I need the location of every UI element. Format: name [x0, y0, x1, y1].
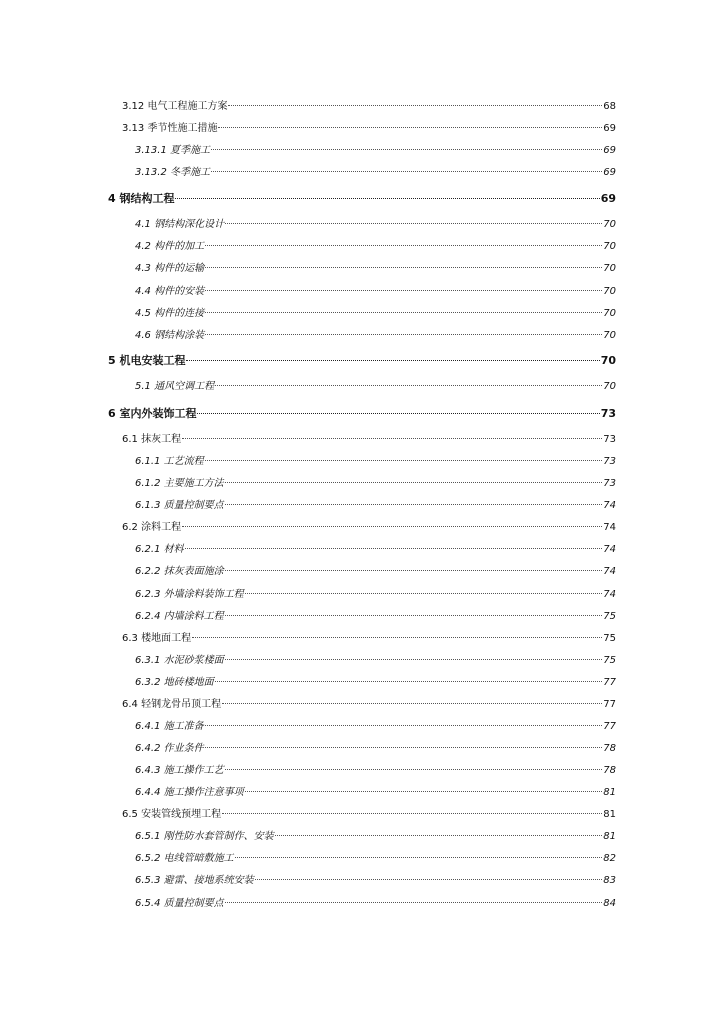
toc-leader-dots	[225, 659, 603, 660]
toc-entry-page: 69	[603, 123, 616, 134]
toc-entry-page: 69	[600, 192, 616, 205]
toc-entry-page: 70	[603, 241, 616, 252]
toc-entry-title: 5 机电安装工程	[108, 354, 186, 367]
toc-entry-title: 6.1 抹灰工程	[122, 434, 182, 445]
toc-entry-title: 6.2 涂料工程	[122, 522, 182, 533]
toc-entry[interactable]	[135, 284, 616, 300]
toc-entry-page: 70	[600, 354, 616, 367]
toc-leader-dots	[245, 791, 603, 792]
toc-leader-dots	[228, 105, 602, 106]
toc-entry-page: 73	[603, 478, 616, 489]
toc-entry-title: 6.1.2 主要施工方法	[135, 478, 224, 489]
toc-leader-dots	[205, 312, 602, 313]
toc-entry-title: 4.5 构件的连接	[135, 308, 205, 319]
toc-entry-title: 6.5 安装管线预埋工程	[122, 809, 222, 820]
toc-entry-title: 6.2.3 外墙涂料装饰工程	[135, 589, 244, 600]
toc-entry-title: 4.1 钢结构深化设计	[135, 219, 225, 230]
toc-entry[interactable]	[135, 675, 616, 691]
toc-entry-page: 70	[603, 381, 616, 392]
toc-entry-title: 3.13.2 冬季施工	[135, 167, 210, 178]
toc-entry-page: 75	[603, 655, 616, 666]
toc-entry-title: 6.4.2 作业条件	[135, 743, 204, 754]
toc-entry-title: 6.1.3 质量控制要点	[135, 500, 224, 511]
toc-entry-title: 4.6 钢结构涂装	[135, 330, 205, 341]
toc-leader-dots	[186, 360, 599, 361]
toc-leader-dots	[215, 681, 603, 682]
toc-entry-title: 4.3 构件的运输	[135, 263, 205, 274]
toc-entry-chapter[interactable]	[108, 406, 616, 422]
toc-entry-page: 75	[603, 611, 616, 622]
toc-leader-dots	[182, 526, 602, 527]
toc-entry-title: 6.3.2 地砖楼地面	[135, 677, 214, 688]
toc-leader-dots	[205, 267, 602, 268]
toc-entry[interactable]	[135, 873, 616, 889]
toc-entry[interactable]	[135, 143, 616, 159]
toc-entry[interactable]	[135, 165, 616, 181]
toc-entry-page: 74	[603, 544, 616, 555]
toc-entry-title: 6.4.1 施工准备	[135, 721, 204, 732]
toc-leader-dots	[215, 385, 602, 386]
toc-entry-page: 81	[603, 831, 616, 842]
toc-entry-title: 6.1.1 工艺流程	[135, 456, 204, 467]
toc-entry-page: 68	[603, 101, 616, 112]
toc-entry[interactable]	[135, 785, 616, 801]
toc-entry[interactable]	[135, 587, 616, 603]
toc-entry-page: 69	[603, 167, 616, 178]
toc-entry[interactable]	[122, 807, 616, 823]
toc-entry[interactable]	[135, 498, 616, 514]
toc-entry[interactable]	[122, 432, 616, 448]
toc-entry-title: 4.4 构件的安装	[135, 286, 205, 297]
toc-entry[interactable]	[135, 476, 616, 492]
toc-leader-dots	[225, 615, 603, 616]
toc-leader-dots	[205, 245, 602, 246]
toc-leader-dots	[245, 593, 603, 594]
toc-entry-chapter[interactable]	[108, 191, 616, 207]
toc-entry-page: 70	[603, 308, 616, 319]
toc-entry-title: 6.4.4 施工操作注意事项	[135, 787, 244, 798]
toc-entry-page: 74	[603, 522, 616, 533]
toc-entry-page: 70	[603, 286, 616, 297]
toc-entry-page: 70	[603, 330, 616, 341]
toc-leader-dots	[197, 413, 599, 414]
toc-entry[interactable]	[122, 99, 616, 115]
toc-leader-dots	[225, 570, 603, 571]
toc-leader-dots	[182, 438, 602, 439]
toc-entry-page: 69	[603, 145, 616, 156]
toc-entry-chapter[interactable]	[108, 353, 616, 369]
toc-entry[interactable]	[135, 609, 616, 625]
toc-entry-page: 70	[603, 263, 616, 274]
toc-leader-dots	[218, 127, 602, 128]
toc-entry-page: 75	[603, 633, 616, 644]
toc-entry-title: 6.5.2 电线管暗敷施工	[135, 853, 234, 864]
toc-entry[interactable]	[135, 851, 616, 867]
toc-leader-dots	[175, 198, 599, 199]
toc-entry[interactable]	[135, 763, 616, 779]
toc-leader-dots	[275, 835, 603, 836]
toc-entry-page: 81	[603, 787, 616, 798]
toc-entry-page: 77	[603, 721, 616, 732]
toc-leader-dots	[185, 548, 603, 549]
toc-entry-page: 84	[603, 898, 616, 909]
toc-leader-dots	[205, 334, 602, 335]
toc-leader-dots	[205, 460, 603, 461]
toc-entry-page: 74	[603, 566, 616, 577]
toc-leader-dots	[225, 902, 603, 903]
toc-entry-title: 6.2.4 内墙涂料工程	[135, 611, 224, 622]
toc-leader-dots	[255, 879, 603, 880]
toc-leader-dots	[205, 747, 603, 748]
toc-leader-dots	[192, 637, 602, 638]
toc-leader-dots	[235, 857, 603, 858]
toc-entry-title: 3.13.1 夏季施工	[135, 145, 210, 156]
toc-entry-title: 3.13 季节性施工措施	[122, 123, 218, 134]
toc-entry-page: 70	[603, 219, 616, 230]
toc-entry-title: 6.2.2 抹灰表面施涂	[135, 566, 224, 577]
toc-leader-dots	[222, 813, 602, 814]
toc-entry-page: 83	[603, 875, 616, 886]
toc-entry[interactable]	[135, 741, 616, 757]
toc-entry[interactable]	[135, 261, 616, 277]
toc-entry[interactable]	[122, 631, 616, 647]
toc-entry[interactable]	[122, 121, 616, 137]
toc-entry-page: 74	[603, 589, 616, 600]
toc-entry-page: 77	[603, 699, 616, 710]
toc-entry-page: 74	[603, 500, 616, 511]
toc-entry-title: 6.4 轻钢龙骨吊顶工程	[122, 699, 222, 710]
toc-leader-dots	[222, 703, 602, 704]
toc-entry-page: 77	[603, 677, 616, 688]
toc-entry-title: 4 钢结构工程	[108, 192, 175, 205]
toc-entry[interactable]	[135, 328, 616, 344]
toc-entry[interactable]	[135, 564, 616, 580]
toc-entry-title: 3.12 电气工程施工方案	[122, 101, 228, 112]
toc-leader-dots	[225, 769, 603, 770]
toc-leader-dots	[205, 290, 602, 291]
toc-entry-title: 4.2 构件的加工	[135, 241, 205, 252]
toc-entry[interactable]	[122, 520, 616, 536]
toc-entry-title: 6.5.1 刚性防水套管制作、安装	[135, 831, 274, 842]
toc-entry-page: 78	[603, 743, 616, 754]
toc-entry-title: 6 室内外装饰工程	[108, 407, 197, 420]
toc-entry[interactable]	[135, 306, 616, 322]
toc-leader-dots	[211, 171, 602, 172]
toc-entry[interactable]	[135, 239, 616, 255]
toc-leader-dots	[211, 149, 602, 150]
toc-entry-page: 73	[603, 456, 616, 467]
toc-entry-title: 6.4.3 施工操作工艺	[135, 765, 224, 776]
toc-entry[interactable]	[135, 653, 616, 669]
toc-entry-page: 81	[603, 809, 616, 820]
toc-entry[interactable]	[135, 719, 616, 735]
toc-entry[interactable]	[135, 454, 616, 470]
toc-entry[interactable]	[135, 217, 616, 233]
toc-entry-title: 6.3.1 水泥砂浆楼面	[135, 655, 224, 666]
toc-entry-title: 6.5.3 避雷、接地系统安装	[135, 875, 254, 886]
toc-entry-page: 78	[603, 765, 616, 776]
toc-entry[interactable]	[135, 542, 616, 558]
toc-entry-title: 6.3 楼地面工程	[122, 633, 192, 644]
toc-leader-dots	[205, 725, 603, 726]
toc-leader-dots	[225, 504, 603, 505]
toc-entry-title: 5.1 通风空调工程	[135, 381, 215, 392]
toc-entry-page: 73	[600, 407, 616, 420]
toc-entry-title: 6.2.1 材料	[135, 544, 184, 555]
toc-leader-dots	[225, 223, 602, 224]
toc-entry[interactable]	[135, 829, 616, 845]
toc-entry[interactable]	[135, 896, 616, 912]
toc-leader-dots	[225, 482, 603, 483]
toc-entry-page: 73	[603, 434, 616, 445]
toc-entry[interactable]	[135, 379, 616, 395]
toc-entry-title: 6.5.4 质量控制要点	[135, 898, 224, 909]
toc-entry[interactable]	[122, 697, 616, 713]
toc-entry-page: 82	[603, 853, 616, 864]
